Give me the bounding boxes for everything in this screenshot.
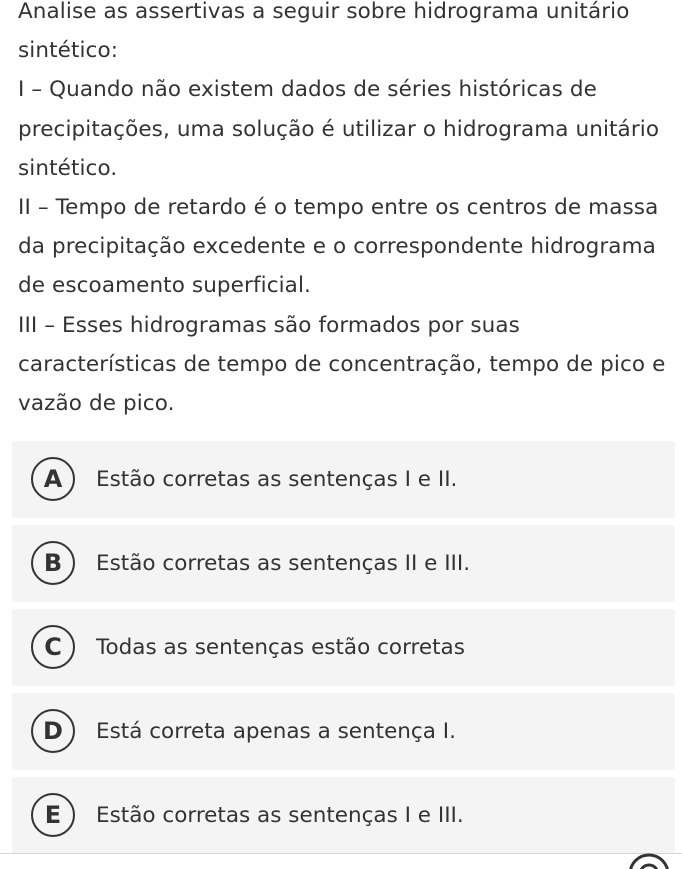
option-letter-d: D <box>31 709 75 753</box>
option-text-c: Todas as sentenças estão corretas <box>96 635 465 660</box>
option-a[interactable] <box>12 441 675 518</box>
question-intro: Analise as assertivas a seguir sobre hidrograma unitário sintético: <box>18 0 630 64</box>
option-text-e: Estão corretas as sentenças I e III. <box>96 803 464 828</box>
option-letter-b: B <box>31 541 75 585</box>
statement-1: I – Quando não existem dados de séries históricas de precipitações, uma solução é utilizar o hidrograma unitário sintético. <box>18 77 660 181</box>
option-c[interactable] <box>12 609 675 686</box>
question-text <box>18 0 678 423</box>
option-text-a: Estão corretas as sentenças I e II. <box>96 467 458 492</box>
option-d[interactable] <box>12 693 675 770</box>
bottom-divider <box>0 853 682 854</box>
statement-3: III – Esses hidrogramas são formados por suas características de tempo de concentração, tempo de pico e vazão de pico. <box>18 312 666 417</box>
option-letter-e: E <box>31 793 75 837</box>
answer-options <box>12 441 675 861</box>
statement-2: II – Tempo de retardo é o tempo entre os centros de massa da precipitação excedente e o correspondente hidrograma de escoamento superficial. <box>18 195 659 299</box>
partial-circle-icon[interactable] <box>627 852 671 869</box>
option-letter-c: C <box>31 625 75 669</box>
option-b[interactable] <box>12 525 675 602</box>
option-e[interactable] <box>12 777 675 854</box>
option-text-d: Está correta apenas a sentença I. <box>96 719 456 744</box>
option-text-b: Estão corretas as sentenças II e III. <box>96 551 471 576</box>
option-letter-a: A <box>31 457 75 501</box>
